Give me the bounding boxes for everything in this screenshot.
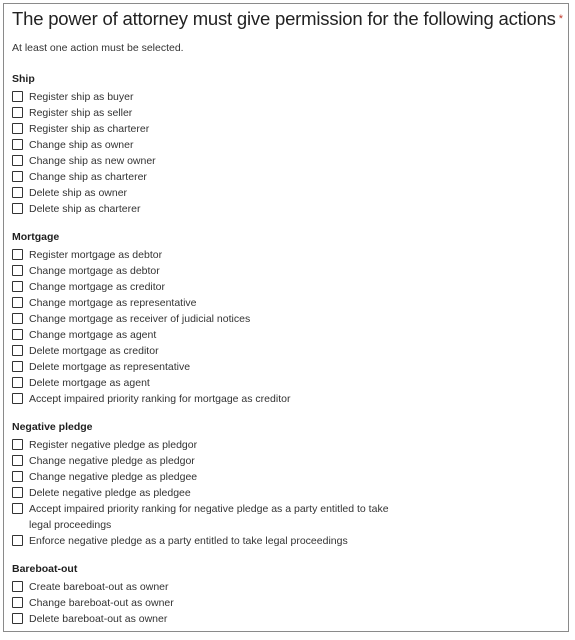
checkbox[interactable]	[12, 455, 23, 466]
checkbox[interactable]	[12, 139, 23, 150]
checkbox[interactable]	[12, 345, 23, 356]
permission-option[interactable]	[12, 263, 560, 279]
permission-option[interactable]	[12, 579, 560, 595]
permission-option[interactable]	[12, 295, 560, 311]
permission-option-label: Register negative pledge as pledgor	[29, 439, 198, 451]
permission-option-label: Change mortgage as debtor	[29, 265, 160, 277]
permission-option-label: Delete bareboat-out as owner	[29, 613, 168, 625]
permission-option[interactable]	[12, 359, 560, 375]
permission-option[interactable]	[12, 327, 560, 343]
checkbox[interactable]	[12, 393, 23, 404]
checkbox[interactable]	[12, 281, 23, 292]
checkbox[interactable]	[12, 297, 23, 308]
checkbox[interactable]	[12, 581, 23, 592]
permission-option[interactable]	[12, 247, 560, 263]
checkbox[interactable]	[12, 361, 23, 372]
checkbox[interactable]	[12, 249, 23, 260]
checkbox[interactable]	[12, 329, 23, 340]
permission-option-label: Change ship as owner	[29, 139, 134, 151]
permission-option-label: Change ship as charterer	[29, 171, 147, 183]
permission-option-label: Change mortgage as creditor	[29, 281, 165, 293]
checkbox[interactable]	[12, 503, 23, 514]
required-marker: *	[558, 13, 564, 25]
permission-option-label: Change mortgage as representative	[29, 297, 197, 309]
permission-option-label: Change mortgage as agent	[29, 329, 157, 341]
permission-group-negative-pledge	[12, 420, 560, 549]
permission-option[interactable]	[12, 437, 560, 453]
permission-option[interactable]	[12, 343, 560, 359]
permission-option[interactable]	[12, 153, 560, 169]
permission-option[interactable]	[12, 485, 560, 501]
permission-option[interactable]	[12, 533, 560, 549]
permission-option[interactable]	[12, 595, 560, 611]
checkbox[interactable]	[12, 377, 23, 388]
checkbox[interactable]	[12, 155, 23, 166]
permission-option-label: Delete mortgage as representative	[29, 361, 191, 373]
permission-option[interactable]	[12, 169, 560, 185]
permission-group-bareboat-out	[12, 562, 560, 627]
validation-hint: At least one action must be selected.	[12, 42, 184, 54]
permission-option-label: Delete mortgage as creditor	[29, 345, 159, 357]
permission-option-label: Change mortgage as receiver of judicial notices	[29, 313, 251, 325]
permission-option[interactable]	[12, 137, 560, 153]
permission-option[interactable]	[12, 469, 560, 485]
permission-group-mortgage	[12, 230, 560, 407]
permission-option[interactable]	[12, 89, 560, 105]
checkbox[interactable]	[12, 123, 23, 134]
permission-group-ship	[12, 72, 560, 217]
permission-option[interactable]	[12, 391, 560, 407]
permission-option-label: Enforce negative pledge as a party entitled to take legal proceedings	[29, 535, 348, 547]
permission-groups	[12, 72, 560, 627]
permission-option-label: Delete mortgage as agent	[29, 377, 150, 389]
permission-option[interactable]	[12, 121, 560, 137]
permission-option[interactable]	[12, 201, 560, 217]
checkbox[interactable]	[12, 313, 23, 324]
permission-option-label: Accept impaired priority ranking for negative pledge as a party entitled to take legal proceedings	[29, 503, 389, 531]
group-title: Negative pledge	[12, 421, 93, 433]
permission-option-label: Change ship as new owner	[29, 155, 156, 167]
group-title: Bareboat-out	[12, 563, 78, 575]
permission-option-label: Delete ship as owner	[29, 187, 128, 199]
permission-option-label: Create bareboat-out as owner	[29, 581, 169, 593]
checkbox[interactable]	[12, 613, 23, 624]
permission-option[interactable]	[12, 611, 560, 627]
checkbox[interactable]	[12, 535, 23, 546]
checkbox[interactable]	[12, 439, 23, 450]
checkbox[interactable]	[12, 487, 23, 498]
checkbox[interactable]	[12, 203, 23, 214]
permission-option-label: Delete negative pledge as pledgee	[29, 487, 191, 499]
permission-option[interactable]	[12, 311, 560, 327]
permission-option[interactable]	[12, 185, 560, 201]
permission-option[interactable]	[12, 279, 560, 295]
fieldset-legend	[12, 4, 564, 32]
checkbox[interactable]	[12, 107, 23, 118]
permission-option-label: Change negative pledge as pledgee	[29, 471, 198, 483]
checkbox[interactable]	[12, 265, 23, 276]
form-title: The power of attorney must give permission for the following actions	[12, 8, 556, 29]
permission-option-label: Register ship as charterer	[29, 123, 150, 135]
permission-option[interactable]	[12, 453, 560, 469]
permission-option-label: Register ship as seller	[29, 107, 133, 119]
permission-option-label: Delete ship as charterer	[29, 203, 141, 215]
permission-option-label: Change negative pledge as pledgor	[29, 455, 195, 467]
permission-option[interactable]	[12, 105, 560, 121]
checkbox[interactable]	[12, 187, 23, 198]
checkbox[interactable]	[12, 91, 23, 102]
permission-option-label: Change bareboat-out as owner	[29, 597, 174, 609]
permission-option-label: Register mortgage as debtor	[29, 249, 163, 261]
group-title: Ship	[12, 73, 35, 85]
checkbox[interactable]	[12, 471, 23, 482]
permission-option-label: Register ship as buyer	[29, 91, 134, 103]
group-title: Mortgage	[12, 231, 60, 243]
permission-option-label: Accept impaired priority ranking for mortgage as creditor	[29, 393, 291, 405]
permissions-fieldset	[3, 3, 569, 632]
checkbox[interactable]	[12, 171, 23, 182]
permission-option[interactable]	[12, 375, 560, 391]
checkbox[interactable]	[12, 597, 23, 608]
permission-option[interactable]	[12, 501, 560, 533]
